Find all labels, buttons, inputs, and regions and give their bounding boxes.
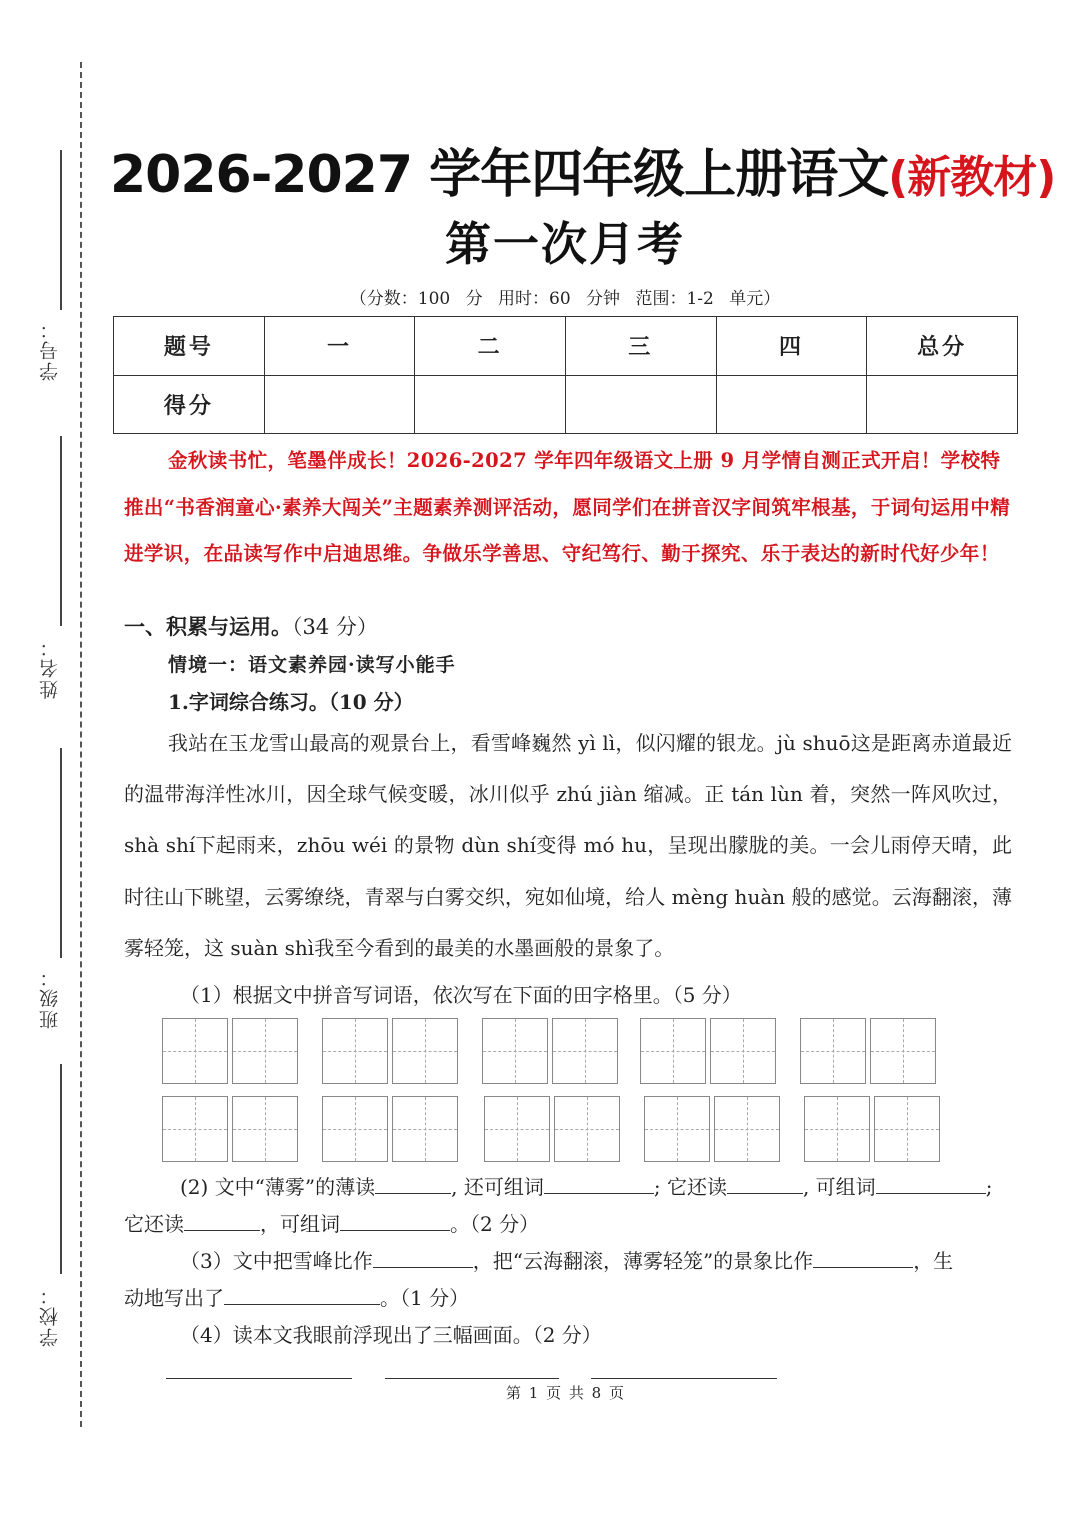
table-header-cell: 三	[565, 317, 716, 376]
sub2-text: 它还读	[124, 1212, 184, 1236]
page-number: 第 1 页 共 8 页	[506, 1384, 624, 1402]
school-label: 学校：	[39, 1284, 61, 1347]
page-subtitle: 第一次月考	[445, 217, 685, 271]
sub2-text: ;	[985, 1175, 993, 1199]
grid-cell[interactable]	[322, 1018, 388, 1084]
sub2-text: , 还可组词	[451, 1175, 544, 1199]
question-1-title-text: 1.字词综合练习。	[168, 690, 329, 714]
grid-cell[interactable]	[710, 1018, 776, 1084]
score-cell[interactable]	[867, 375, 1018, 434]
title-accent: (新教材)	[888, 152, 1056, 203]
score-table-header-row	[114, 317, 1018, 376]
answer-line[interactable]	[166, 1378, 352, 1379]
scenario-title: 情境一：语文素养园·读写小能手	[168, 654, 456, 676]
class-line	[60, 748, 62, 958]
grid-cell[interactable]	[640, 1018, 706, 1084]
section-points: （34 分）	[292, 615, 378, 639]
score-cell[interactable]	[264, 375, 415, 434]
table-header-cell: 总分	[867, 317, 1018, 376]
score-row-label: 得分	[114, 375, 265, 434]
answer-blank[interactable]	[184, 1229, 260, 1231]
school-line	[60, 1064, 62, 1274]
table-header-cell: 二	[415, 317, 566, 376]
answer-blank[interactable]	[340, 1229, 450, 1231]
sub3-text: 。（1 分）	[380, 1286, 470, 1310]
table-header-cell: 一	[264, 317, 415, 376]
answer-line[interactable]	[591, 1378, 777, 1379]
grid-cell[interactable]	[870, 1018, 936, 1084]
grid-cell[interactable]	[162, 1018, 228, 1084]
section-title-text: 一、积累与运用。	[124, 614, 292, 639]
answer-line[interactable]	[385, 1378, 559, 1379]
section-title	[124, 611, 378, 641]
question-1-points: （10 分）	[328, 690, 414, 714]
page-title	[110, 132, 1056, 207]
answer-blank[interactable]	[727, 1192, 803, 1194]
grid-cell[interactable]	[162, 1096, 228, 1162]
grid-cell[interactable]	[392, 1096, 458, 1162]
answer-blank[interactable]	[375, 1192, 451, 1194]
answer-blank[interactable]	[224, 1303, 380, 1305]
sub2-text: (2) 文中“薄雾”的薄读	[180, 1175, 376, 1199]
title-main: 2026-2027 学年四年级上册语文	[110, 145, 889, 205]
grid-cell[interactable]	[554, 1096, 620, 1162]
grid-cell[interactable]	[484, 1096, 550, 1162]
reading-passage: 我站在玉龙雪山最高的观景台上，看雪峰巍然 yì lì，似闪耀的银龙。jù shuō这是距离赤道最近的温带海洋性冰川，因全球气候变暖，冰川似乎 zhú jiàn 缩减。正 tán lùn 着，突然一阵风吹过，shà shí下起雨来，zhōu wéi 的景物 dùn shí变得 mó hu，呈现出朦胧的美。一会儿雨停天晴，此时往山下眺望，云雾缭绕，青翠与白雾交织，宛如仙境，给人 mèng huàn 般的感觉。云海翻滚，薄雾轻笼，这 suàn shì我至今看到的最美的水墨画般的景象了。	[124, 731, 1012, 960]
name-label: 姓名：	[39, 636, 61, 699]
score-table-score-row	[114, 375, 1018, 434]
score-cell[interactable]	[716, 375, 867, 434]
grid-cell[interactable]	[482, 1018, 548, 1084]
sub-question-2-line1	[180, 1171, 992, 1200]
grid-cell[interactable]	[714, 1096, 780, 1162]
class-label: 班级：	[39, 966, 61, 1029]
table-header-cell: 题号	[114, 317, 265, 376]
sub2-text: 。（2 分）	[450, 1212, 540, 1236]
grid-cell[interactable]	[644, 1096, 710, 1162]
exam-info: （分数：100 分 用时：60 分钟 范围：1-2 单元）	[349, 289, 781, 309]
grid-cell[interactable]	[800, 1018, 866, 1084]
grid-cell[interactable]	[804, 1096, 870, 1162]
sub-question-1: （1）根据文中拼音写词语，依次写在下面的田字格里。（5 分）	[180, 983, 742, 1007]
score-cell[interactable]	[565, 375, 716, 434]
sub3-text: ，把“云海翻滚，薄雾轻笼”的景象比作	[472, 1249, 814, 1273]
student-id-line	[60, 150, 62, 310]
sub3-text: （3）文中把雪峰比作	[180, 1249, 373, 1273]
sub-question-2-line2	[124, 1208, 539, 1237]
grid-cell[interactable]	[232, 1018, 298, 1084]
sub2-text: ，可组词	[260, 1212, 340, 1236]
sub2-text: ; 它还读	[653, 1175, 727, 1199]
table-header-cell: 四	[716, 317, 867, 376]
name-line	[60, 436, 62, 626]
score-table	[113, 316, 1018, 434]
sub2-text: , 可组词	[802, 1175, 876, 1199]
sub-question-3-line2	[124, 1282, 469, 1311]
sub-question-4: （4）读本文我眼前浮现出了三幅画面。（2 分）	[180, 1323, 602, 1347]
grid-cell[interactable]	[232, 1096, 298, 1162]
answer-blank[interactable]	[373, 1266, 473, 1268]
score-cell[interactable]	[415, 375, 566, 434]
sub-question-3-line1	[180, 1245, 953, 1274]
grid-cell[interactable]	[322, 1096, 388, 1162]
grid-cell[interactable]	[552, 1018, 618, 1084]
question-1-title	[168, 686, 414, 715]
student-id-label: 学号：	[39, 318, 61, 381]
answer-blank[interactable]	[876, 1192, 986, 1194]
answer-blank[interactable]	[813, 1266, 913, 1268]
intro-text: 金秋读书忙，笔墨伴成长！2026-2027 学年四年级语文上册 9 月学情自测正式开启！学校特推出“书香润童心·素养大闯关”主题素养测评活动，愿同学们在拼音汉字间筑牢根基，于词句运用中精进学识，在品读写作中启迪思维。争做乐学善思、守纪笃行、勤于探究、乐于表达的新时代好少年！	[124, 449, 1011, 565]
sub3-text: 动地写出了	[124, 1286, 224, 1310]
answer-blank[interactable]	[544, 1192, 654, 1194]
grid-cell[interactable]	[874, 1096, 940, 1162]
sub3-text: ，生	[913, 1249, 954, 1273]
grid-cell[interactable]	[392, 1018, 458, 1084]
binding-dashed-line	[80, 62, 82, 1427]
